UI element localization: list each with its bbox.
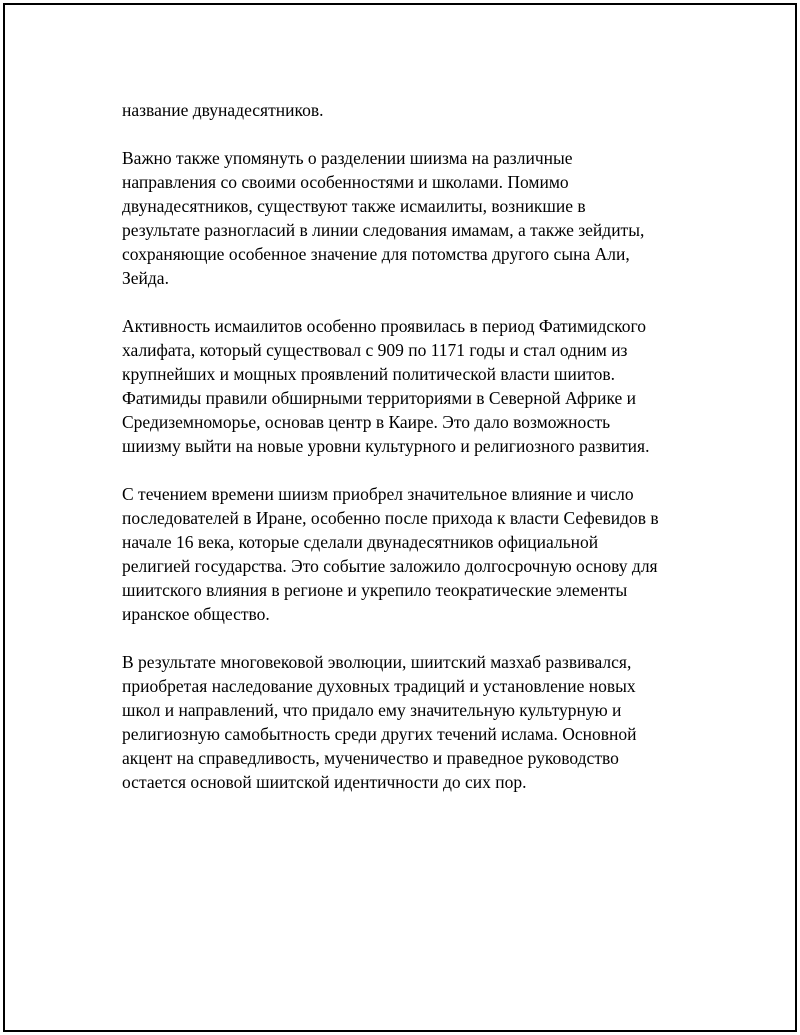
- text-line: Важно также упомянуть о разделении шиизма на различные: [122, 148, 573, 168]
- text-line: В результате многовековой эволюции, шиитский мазхаб развивался,: [122, 652, 632, 672]
- text-line: название двунадесятников.: [122, 100, 324, 120]
- text-line: акцент на справедливость, мученичество и праведное руководство: [122, 748, 619, 768]
- text-line: приобретая наследование духовных традиций и установление новых: [122, 676, 636, 696]
- text-line: направления со своими особенностями и школами. Помимо: [122, 172, 569, 192]
- text-line: Зейда.: [122, 268, 169, 288]
- text-line: крупнейших и мощных проявлений политической власти шиитов.: [122, 364, 616, 384]
- text-line: Средиземноморье, основав центр в Каире. Это дало возможность: [122, 412, 611, 432]
- text-line: Фатимиды правили обширными территориями в Северной Африке и: [122, 388, 637, 408]
- text-line: остается основой шиитской идентичности до сих пор.: [122, 772, 527, 792]
- text-line: Активность исмаилитов особенно проявилась в период Фатимидского: [122, 316, 646, 336]
- text-line: иранское общество.: [122, 604, 270, 624]
- page-frame: [3, 3, 797, 1032]
- paragraph-4: [122, 482, 697, 626]
- text-line: сохраняющие особенное значение для потомства другого сына Али,: [122, 244, 630, 264]
- text-line: С течением времени шиизм приобрел значительное влияние и число: [122, 484, 634, 504]
- text-line: результате разногласий в линии следования имамам, а также зейдиты,: [122, 220, 645, 240]
- text-line: религией государства. Это событие заложило долгосрочную основу для: [122, 556, 658, 576]
- text-line: двунадесятников, существуют также исмаилиты, возникшие в: [122, 196, 586, 216]
- paragraph-1: [122, 98, 697, 122]
- paragraph-2: [122, 146, 697, 290]
- text-line: религиозную самобытность среди других течений ислама. Основной: [122, 724, 637, 744]
- paragraph-5: [122, 650, 697, 794]
- text-line: шиитского влияния в регионе и укрепило теократические элементы: [122, 580, 628, 600]
- text-line: начале 16 века, которые сделали двунадесятников официальной: [122, 532, 599, 552]
- paragraph-3: [122, 314, 697, 458]
- text-line: шиизму выйти на новые уровни культурного и религиозного развития.: [122, 436, 650, 456]
- document-body: [122, 98, 697, 818]
- text-line: последователей в Иране, особенно после прихода к власти Сефевидов в: [122, 508, 659, 528]
- text-line: халифата, который существовал с 909 по 1171 годы и стал одним из: [122, 340, 628, 360]
- text-line: школ и направлений, что придало ему значительную культурную и: [122, 700, 622, 720]
